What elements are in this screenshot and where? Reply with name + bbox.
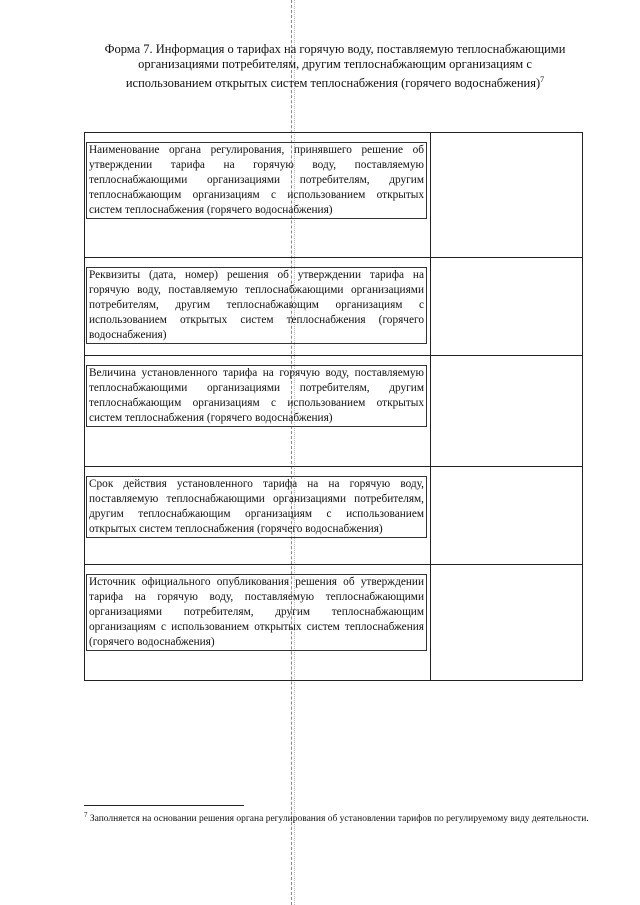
row-value-cell[interactable]	[431, 133, 583, 258]
footnote-mark: 7	[84, 811, 88, 819]
table-row	[85, 356, 583, 467]
row-label-cell	[85, 258, 431, 356]
table-row	[85, 467, 583, 565]
footnote-text: Заполняется на основании решения органа регулирования об установлении тарифов по регулируемому виду деятельности.	[89, 814, 589, 825]
table-row	[85, 133, 583, 258]
form-title	[100, 42, 570, 91]
form-title-text: Форма 7. Информация о тарифах на горячую воду, поставляемую теплоснабжающими организациями потребителям, другим теплоснабжающим организациям с использованием открытых систем теплоснабжения (горячего водоснабжения)	[104, 42, 566, 91]
row-label: Наименование органа регулирования, принявшего решение об утверждении тарифа на горячую воду, поставляемую теплоснабжающими организациями потребителям, другим теплоснабжающим организациям с использованием открытых систем теплоснабжения (горячего водоснабжения)	[86, 142, 427, 219]
footnote	[84, 808, 594, 826]
table-row	[85, 258, 583, 356]
row-label-cell	[85, 133, 431, 258]
row-label: Реквизиты (дата, номер) решения об утверждении тарифа на горячую воду, поставляемую теплоснабжающими организациями потребителям, другим теплоснабжающим организациям с использованием открытых систем теплоснабжения (горячего водоснабжения)	[86, 267, 427, 344]
row-value-cell[interactable]	[431, 467, 583, 565]
row-label: Источник официального опубликования решения об утверждении тарифа на горячую воду, поставляемую теплоснабжающими организациями потребителям, другим теплоснабжающим организациям с использованием открытых систем теплоснабжения (горячего водоснабжения)	[86, 574, 427, 651]
footnote-divider	[84, 805, 244, 806]
row-value-cell[interactable]	[431, 565, 583, 681]
row-label-cell	[85, 467, 431, 565]
table-row	[85, 565, 583, 681]
tariff-info-table	[84, 132, 583, 681]
title-footnote-mark: 7	[540, 75, 545, 84]
row-label-cell	[85, 565, 431, 681]
row-value-cell[interactable]	[431, 356, 583, 467]
row-label: Величина установленного тарифа на горячую воду, поставляемую теплоснабжающими организациями потребителям, другим теплоснабжающим организациям с использованием открытых систем теплоснабжения (горячего водоснабжения)	[86, 365, 427, 427]
row-label: Срок действия установленного тарифа на на горячую воду, поставляемую теплоснабжающими организациями потребителям, другим теплоснабжающим организациям с использованием открытых систем теплоснабжения (горячего водоснабжения)	[86, 476, 427, 538]
row-label-cell	[85, 356, 431, 467]
row-value-cell[interactable]	[431, 258, 583, 356]
